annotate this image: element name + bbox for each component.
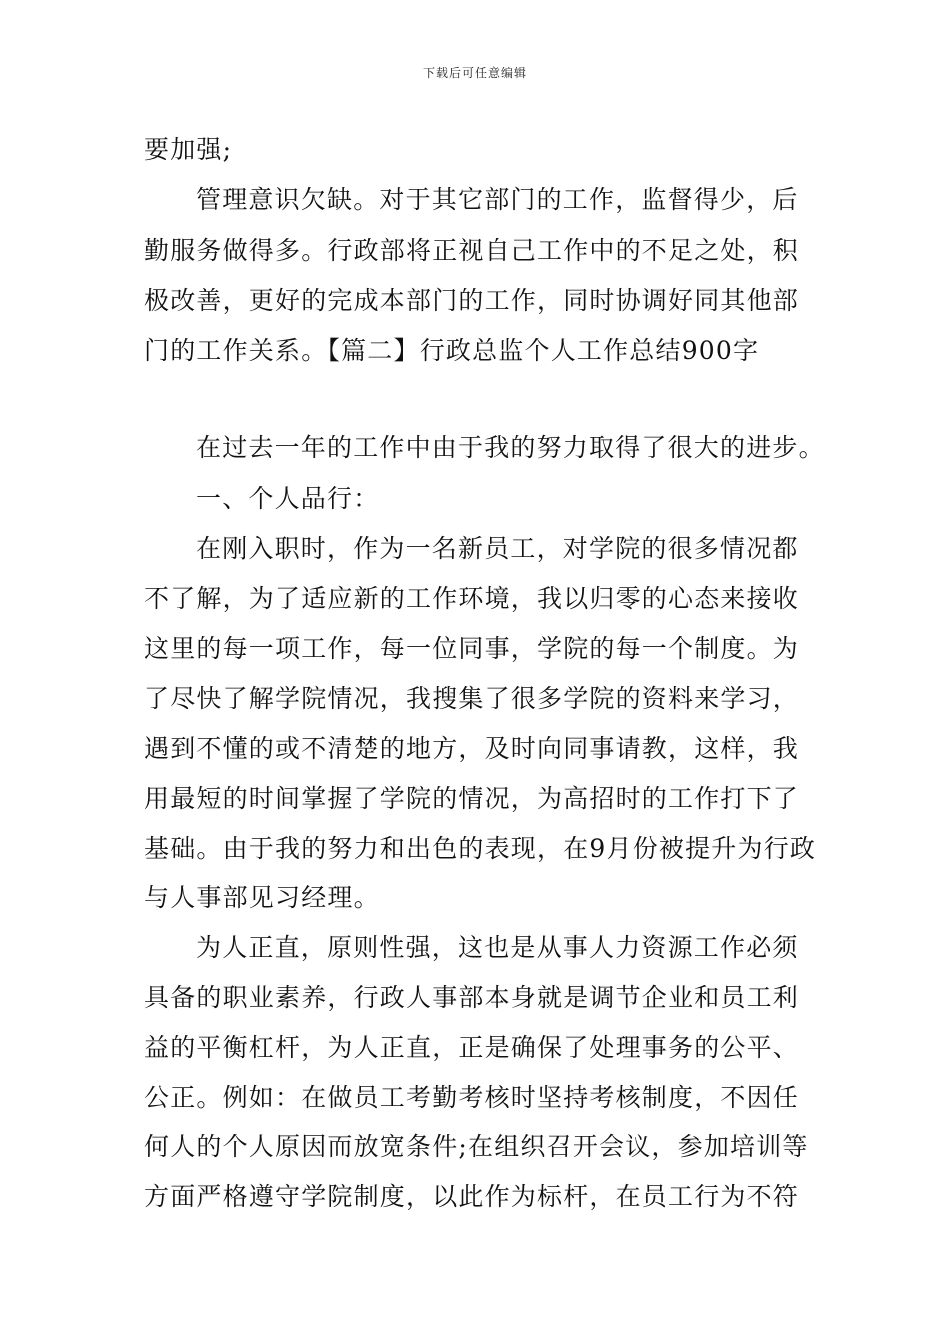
text-line: 益的平衡杠杆，为人正直，正是确保了处理事务的公平、 — [144, 1033, 800, 1062]
text-line: 门的工作关系。【篇二】行政总监个人工作总结900字 — [144, 336, 760, 365]
text-line: 用最短的时间掌握了学院的情况，为高招时的工作打下了 — [144, 784, 800, 813]
text-line: 方面严格遵守学院制度，以此作为标杆，在员工行为不符 — [144, 1182, 800, 1211]
text-line: 极改善，更好的完成本部门的工作，同时协调好同其他部 — [144, 286, 800, 315]
text-line: 不了解，为了适应新的工作环境，我以归零的心态来接收 — [144, 584, 800, 613]
text-line: 基础。由于我的努力和出色的表现，在9月份被提升为行政 — [144, 834, 817, 863]
text-line: 管理意识欠缺。对于其它部门的工作，监督得少，后 — [196, 185, 799, 214]
text-line: 为人正直，原则性强，这也是从事人力资源工作必须 — [196, 933, 799, 962]
text-line: 勤服务做得多。行政部将正视自己工作中的不足之处，积 — [144, 236, 800, 265]
text-line: 在刚入职时，作为一名新员工，对学院的很多情况都 — [196, 534, 799, 563]
text-line: 何人的个人原因而放宽条件;在组织召开会议，参加培训等 — [144, 1132, 809, 1161]
text-line: 公正。例如：在做员工考勤考核时坚持考核制度，不因任 — [144, 1083, 800, 1112]
text-line: 了尽快了解学院情况，我搜集了很多学院的资料来学习， — [144, 684, 800, 713]
text-line: 具备的职业素养，行政人事部本身就是调节企业和员工利 — [144, 983, 800, 1012]
text-line: 这里的每一项工作，每一位同事，学院的每一个制度。为 — [144, 634, 800, 663]
section-heading: 一、个人品行： — [196, 484, 380, 513]
page-header: 下载后可任意编辑 — [422, 66, 527, 80]
text-line: 与人事部见习经理。 — [144, 883, 380, 912]
text-line: 要加强; — [144, 135, 233, 164]
text-line: 在过去一年的工作中由于我的努力取得了很大的进步。 — [196, 433, 825, 462]
text-line: 遇到不懂的或不清楚的地方，及时向同事请教，这样，我 — [144, 734, 800, 763]
